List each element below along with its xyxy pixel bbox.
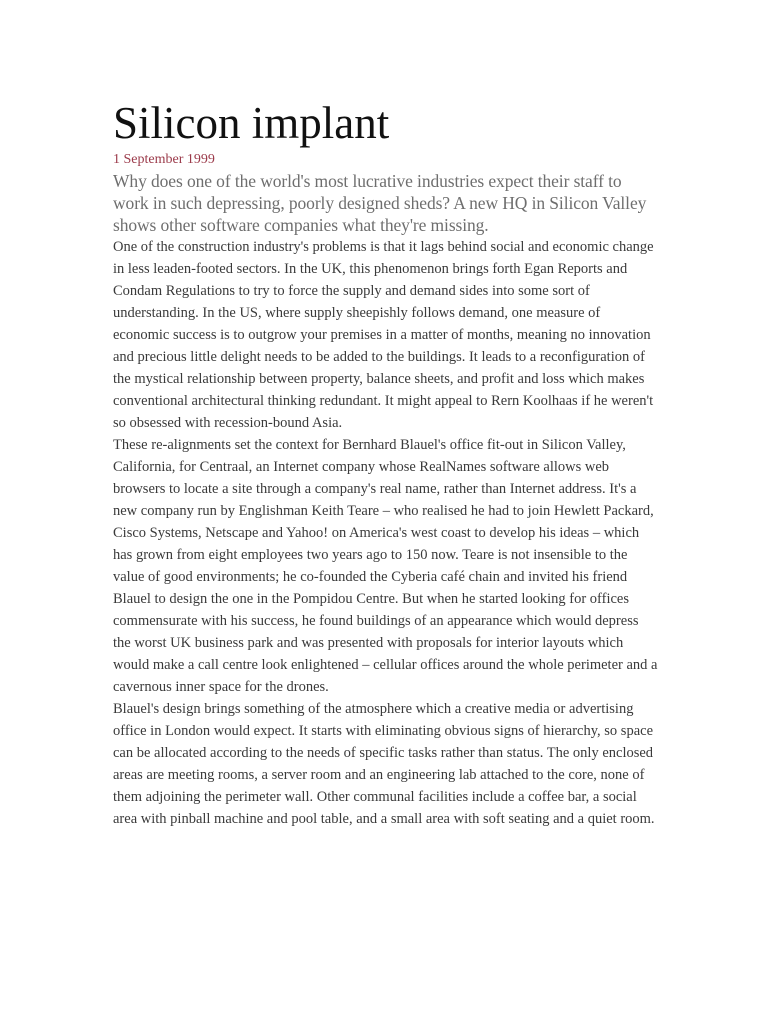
article-standfirst: Why does one of the world's most lucrative industries expect their staff to work in such depressing, poorly designed sheds? A new HQ in Silicon Valley shows other software companies what they're missing.	[113, 171, 647, 235]
article-date: 1 September 1999	[113, 152, 215, 167]
body-paragraph: One of the construction industry's problems is that it lags behind social and economic change in less leaden-footed sectors. In the UK, this phenomenon brings forth Egan Reports and Condam Regulations to try to force the supply and demand sides into some sort of understanding. In the US, where supply sheepishly follows demand, one measure of economic success is to outgrow your premises in a matter of months, meaning no innovation and precious little delight needs to be added to the buildings. It leads to a reconfiguration of the mystical relationship between property, balance sheets, and profit and loss which makes conventional architectural thinking redundant. It might appeal to Rern Koolhaas if he weren't so obsessed with recession-bound Asia.	[113, 239, 654, 431]
body-paragraph: Blauel's design brings something of the atmosphere which a creative media or advertising office in London would expect. It starts with eliminating obvious signs of hierarchy, so space can be allocated according to the needs of specific tasks rather than status. The only enclosed areas are meeting rooms, a server room and an engineering lab attached to the core, none of them adjoining the perimeter wall. Other communal facilities include a coffee bar, a social area with pinball machine and pool table, and a small area with soft seating and a quiet room.	[113, 701, 655, 827]
article-title: Silicon implant	[113, 98, 390, 148]
body-paragraph: These re-alignments set the context for Bernhard Blauel's office fit-out in Silicon Valley, California, for Centraal, an Internet company whose RealNames software allows web browsers to locate a site through a company's real name, rather than Internet address. It's a new company run by Englishman Keith Teare – who realised he had to join Hewlett Packard, Cisco Systems, Netscape and Yahoo! on America's west coast to develop his ideas – which has grown from eight employees two years ago to 150 now. Teare is not insensible to the value of good environments; he co-founded the Cyberia café chain and invited his friend Blauel to design the one in the Pompidou Centre. But when he started looking for offices commensurate with his success, he found buildings of an appearance which would depress the worst UK business park and was presented with proposals for interior layouts which would make a call centre look enlightened – cellular offices around the whole perimeter and a cavernous inner space for the drones.	[113, 437, 658, 695]
